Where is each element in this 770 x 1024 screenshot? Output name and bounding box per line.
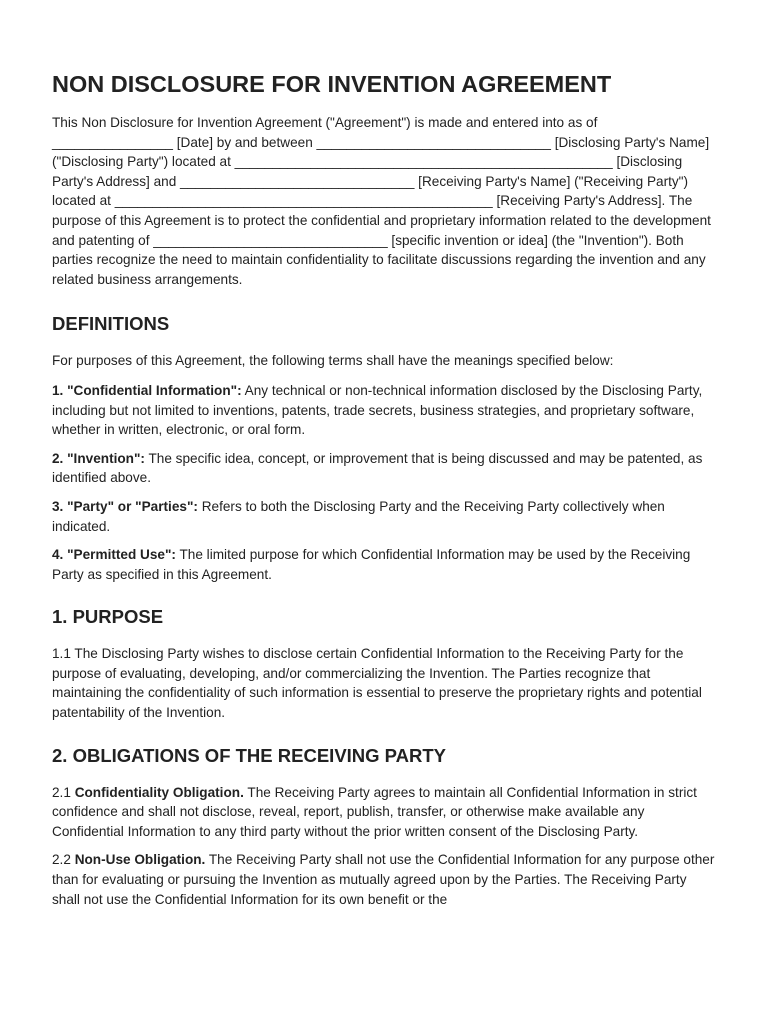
definition-item [52,545,718,584]
obligation-text: The Receiving Party agrees to maintain all Confidential Information in strict confidence and shall not disclose, reveal, report, publish, transfer, or otherwise make available any Confidential Information to any third party without the prior written consent of the Disclosing Party. [52,784,697,839]
definition-term: 3. "Party" or "Parties": [52,498,198,514]
definitions-lead: For purposes of this Agreement, the following terms shall have the meanings specified below: [52,353,614,369]
definition-term: 2. "Invention": [52,450,145,466]
definition-text: Refers to both the Disclosing Party and the Receiving Party collectively when indicated. [52,498,665,534]
obligation-number: 2.1 [52,784,75,800]
definition-item [52,381,718,440]
obligation-item [52,783,718,842]
purpose-heading: 1. PURPOSE [52,606,164,628]
definition-item [52,497,718,536]
obligation-text: The Receiving Party shall not use the Confidential Information for any purpose other than for evaluating or pursuing the Invention as mutually agreed upon by the Parties. The Receiving Party shall not use the Confidential Information for its own benefit or the [52,852,715,907]
definition-text: Any technical or non-technical information disclosed by the Disclosing Party, including but not limited to inventions, patents, trade secrets, business strategies, and proprietary software, whether in written, electronic, or oral form. [52,382,703,438]
obligations-heading: 2. OBLIGATIONS OF THE RECEIVING PARTY [52,744,447,766]
obligation-term: Non-Use Obligation. [74,852,206,868]
definition-term: 1. "Confidential Information": [52,382,242,398]
purpose-paragraph: 1.1 The Disclosing Party wishes to disclose certain Confidential Information to the Receiving Party for the purpose of evaluating, developing, and/or commercializing the Invention. The Parties recognize that maintaining the confidentiality of such information is essential to preserve the proprietary rights and potential patentability of the Invention. [52,646,702,721]
obligation-number: 2.2 [52,852,75,868]
definitions-heading: DEFINITIONS [52,313,170,335]
obligation-item [52,850,718,909]
document-title: NON DISCLOSURE FOR INVENTION AGREEMENT [52,71,612,97]
definition-term: 4. "Permitted Use": [52,547,176,563]
definition-text: The limited purpose for which Confidential Information may be used by the Receiving Party as specified in this Agreement. [52,547,691,582]
intro-paragraph: This Non Disclosure for Invention Agreement ("Agreement") is made and entered into as of ________________ [Date] by and between _______________________________ [Disclosing Party's Name] ("Disclosing Party") located at __________________________________________________ [Disclosing Party's Address] and _______________________________ [Receiving Party's Name] ("Receiving Party") located at __________________________________________________ [Receiving Party's Address]. The purpose of this Agreement is to protect the confidential and proprietary information related to the development and patenting of _______________________________ [specific invention or idea] (the "Invention"). Both parties recognize the need to maintain confidentiality to facilitate discussions regarding the invention and any related business arrangements. [52,115,711,287]
obligation-term: Confidentiality Obligation. [74,784,244,800]
definition-text: The specific idea, concept, or improvement that is being discussed and may be patented, as identified above. [52,450,703,486]
definition-item [52,449,718,488]
